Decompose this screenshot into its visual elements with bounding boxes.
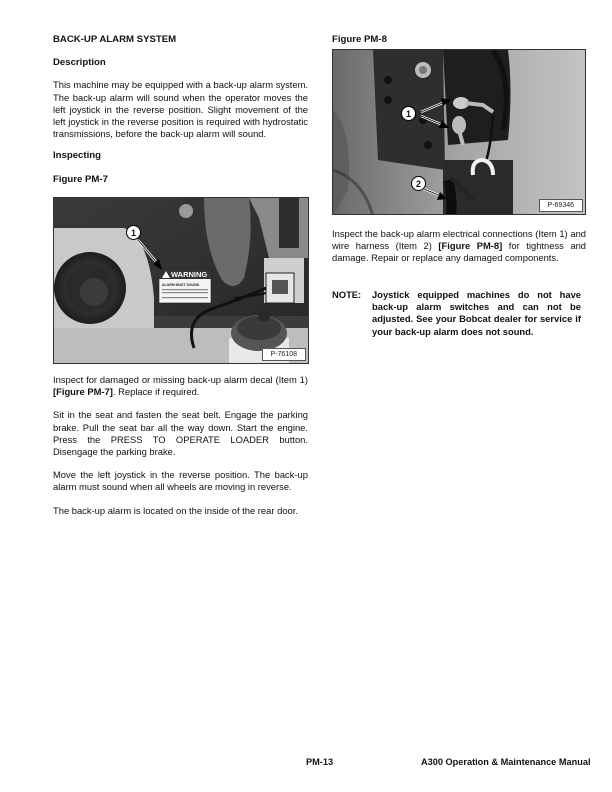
left-column xyxy=(53,34,308,186)
page-number: PM-13 xyxy=(306,757,334,767)
manual-title: A300 Operation & Maintenance Manual xyxy=(421,757,591,767)
figure-ref: [Figure PM-7] xyxy=(53,386,113,398)
callout-1: 1 xyxy=(401,106,416,121)
inspecting-heading: Inspecting xyxy=(53,150,101,162)
figure-pm7-label: Figure PM-7 xyxy=(53,173,108,185)
paragraph-seat-procedure: Sit in the seat and fasten the seat belt. Engage the parking brake. Pull the seat bar all the way down. Start the engine. Press the PRESS TO OPERATE LOADER button. Disengage the parking brake. xyxy=(53,409,308,458)
section-title: BACK-UP ALARM SYSTEM xyxy=(53,34,177,45)
paragraph-inspect-connections: Inspect the back-up alarm electrical connections (Item 1) and wire harness (Item 2) [Figure PM-8] for tightness and damage. Repair or replace any damaged components. xyxy=(332,228,587,264)
figure-ref: [Figure PM-8] xyxy=(438,240,503,252)
description-text: This machine may be equipped with a back-up alarm system. The back-up alarm will sound when the operator moves the left joystick in the reverse position. Slight movement of the left joystick in the reverse position is required with hydrostatic transmissions, before the back-up alarm will sound. xyxy=(53,79,308,140)
paragraph-joystick: Move the left joystick in the reverse position. The back-up alarm must sound when all wheels are moving in reverse. xyxy=(53,469,308,493)
rear-door-photo xyxy=(54,198,309,364)
paragraph-alarm-location: The back-up alarm is located on the inside of the rear door. xyxy=(53,504,298,516)
note-text: Joystick equipped machines do not have back-up alarm switches and can not be adjusted. See your Bobcat dealer for service if your back-up alarm does not sound. xyxy=(372,289,581,337)
callout-1: 1 xyxy=(126,225,141,240)
right-column xyxy=(332,34,586,46)
svg-text:WARNING: WARNING xyxy=(171,270,208,279)
note-label: NOTE: xyxy=(332,289,362,300)
svg-text:ALARM MUST SOUND: ALARM MUST SOUND xyxy=(162,283,200,287)
note-block xyxy=(332,289,586,339)
photo-id: P-76108 xyxy=(262,348,306,361)
description-heading: Description xyxy=(53,57,106,69)
figure-pm8-label: Figure PM-8 xyxy=(332,34,387,45)
figure-pm7-photo xyxy=(53,197,309,364)
paragraph-inspect-decal: Inspect for damaged or missing back-up alarm decal (Item 1) [Figure PM-7]. Replace if required. xyxy=(53,374,308,398)
callout-2: 2 xyxy=(411,176,426,191)
figure-pm8-photo xyxy=(332,49,586,215)
photo-id: P-69346 xyxy=(539,199,583,212)
left-body xyxy=(53,374,308,517)
alarm-connections-photo xyxy=(333,50,586,215)
right-body xyxy=(332,228,586,265)
